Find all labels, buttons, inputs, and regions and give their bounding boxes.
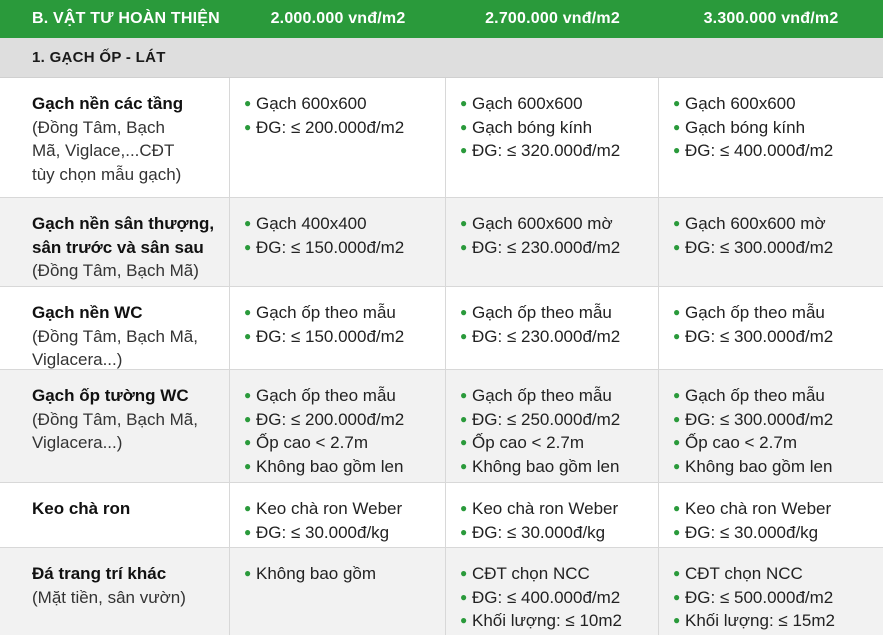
bullet-icon: ● [460,96,468,110]
spec-item [460,408,658,432]
spec-cell-c2 [446,198,659,286]
bullet-icon: ● [244,305,252,319]
item-brand-note: (Đồng Tâm, Bạch [32,117,165,137]
spec-cell-c2 [446,287,659,372]
bullet-icon: ● [460,458,468,473]
spec-item [460,609,658,633]
spec-item [244,497,445,521]
item-name: Gạch nền sân thượng, [32,214,215,233]
spec-text: CĐT chọn NCC [685,564,803,583]
spec-cell-c2 [446,370,659,482]
bullet-icon: ● [673,119,681,134]
spec-text: ĐG: ≤ 150.000đ/m2 [256,326,405,346]
spec-item [244,384,445,408]
spec-cell-c3 [659,483,883,547]
bullet-icon: ● [460,589,468,604]
spec-cell-c1 [230,483,446,547]
spec-item [460,325,658,349]
spec-text: Gạch ốp theo mẫu [472,303,612,322]
item-brand-note: (Đồng Tâm, Bạch Mã, [32,409,198,429]
spec-text: Gạch 400x400 [256,214,367,233]
header-category: B. VẬT TƯ HOÀN THIỆN [32,10,220,27]
spec-item [244,301,445,325]
spec-item [460,455,658,479]
spec-text: Khối lượng: ≤ 15m2 [685,611,835,630]
item-name: Keo chà ron [32,499,131,518]
spec-cell-c2 [446,548,659,635]
spec-item [244,521,445,545]
table-row [0,483,883,548]
spec-text: Gạch ốp theo mẫu [685,303,825,322]
bullet-icon: ● [244,239,252,254]
spec-text: Keo chà ron Weber [472,499,619,518]
bullet-icon: ● [673,613,681,627]
bullet-icon: ● [673,96,681,110]
section-title: 1. GẠCH ỐP - LÁT [0,38,883,78]
spec-text: Keo chà ron Weber [256,499,403,518]
spec-item [673,325,883,349]
item-name: sân trước và sân sau [32,237,204,257]
spec-item [460,212,658,236]
item-brand-note: Viglacera...) [32,433,123,452]
spec-text: ĐG: ≤ 300.000đ/m2 [685,326,834,346]
spec-cell-c1 [230,198,446,286]
spec-item [460,562,658,586]
spec-item [673,116,883,140]
spec-text: ĐG: ≤ 30.000đ/kg [472,522,606,542]
spec-text: Ốp cao < 2.7m [472,433,584,452]
item-cell [0,548,230,635]
spec-text: Gạch ốp theo mẫu [256,303,396,322]
bullet-icon: ● [460,239,468,254]
item-brand-note: (Đồng Tâm, Bạch Mã) [32,261,199,280]
spec-item [673,455,883,479]
bullet-icon: ● [244,388,252,402]
bullet-icon: ● [244,435,252,449]
header-package-standard: 2.700.000 vnđ/m2 [485,10,620,27]
table-row [0,370,883,483]
spec-item [244,92,445,116]
spec-text: Không bao gồm len [685,456,833,476]
spec-item [460,497,658,521]
spec-item [673,212,883,236]
spec-item [460,236,658,260]
spec-item [673,586,883,610]
spec-item [244,212,445,236]
spec-text: ĐG: ≤ 250.000đ/m2 [472,409,621,429]
bullet-icon: ● [244,96,252,110]
spec-item [673,236,883,260]
item-cell [0,370,230,482]
spec-text: Gạch 600x600 [685,94,796,113]
bullet-icon: ● [460,613,468,627]
bullet-icon: ● [460,388,468,402]
item-brand-note: (Mặt tiền, sân vườn) [32,587,186,607]
spec-cell-c2 [446,78,659,197]
bullet-icon: ● [244,216,252,230]
header-package-premium: 3.300.000 vnđ/m2 [703,10,839,27]
spec-cell-c1 [230,370,446,482]
spec-item [673,408,883,432]
spec-text: Không bao gồm len [472,456,620,476]
bullet-icon: ● [673,566,681,580]
spec-item [460,384,658,408]
spec-cell-c3 [659,78,883,197]
bullet-icon: ● [460,216,468,230]
bullet-icon: ● [460,305,468,319]
item-cell [0,287,230,372]
bullet-icon: ● [673,388,681,402]
table-row [0,78,883,198]
spec-text: Gạch ốp theo mẫu [256,386,396,405]
item-brand-note: Mã, Viglace,...CĐT [32,141,175,160]
bullet-icon: ● [673,216,681,230]
item-cell [0,483,230,547]
item-cell [0,198,230,286]
spec-text: Ốp cao < 2.7m [685,433,797,452]
bullet-icon: ● [673,435,681,449]
spec-text: Không bao gồm [256,564,377,583]
spec-item [673,609,883,633]
spec-text: Ốp cao < 2.7m [256,433,368,452]
spec-item [244,431,445,455]
spec-text: ĐG: ≤ 500.000đ/m2 [685,587,834,607]
item-name: Gạch nền WC [32,303,143,322]
spec-text: ĐG: ≤ 30.000đ/kg [685,522,819,542]
spec-item [460,431,658,455]
spec-item [673,92,883,116]
spec-item [244,562,445,586]
bullet-icon: ● [460,328,468,343]
bullet-icon: ● [460,411,468,426]
bullet-icon: ● [673,501,681,515]
spec-item [244,408,445,432]
spec-text: Gạch 600x600 mờ [685,214,826,233]
bullet-icon: ● [460,501,468,515]
bullet-icon: ● [673,589,681,604]
bullet-icon: ● [673,143,681,157]
spec-text: ĐG: ≤ 230.000đ/m2 [472,237,621,257]
spec-cell-c3 [659,287,883,372]
bullet-icon: ● [460,143,468,157]
table-header [0,0,883,38]
table-row [0,287,883,370]
bullet-icon: ● [244,411,252,426]
item-brand-note: tùy chọn mẫu gạch) [32,164,182,184]
spec-text: ĐG: ≤ 300.000đ/m2 [685,409,834,429]
item-brand-note: Viglacera...) [32,350,123,369]
spec-item [673,384,883,408]
bullet-icon: ● [673,458,681,473]
spec-text: Không bao gồm len [256,456,404,476]
spec-cell-c1 [230,548,446,635]
spec-item [673,562,883,586]
bullet-icon: ● [244,119,252,134]
spec-item [460,521,658,545]
spec-text: CĐT chọn NCC [472,564,590,583]
bullet-icon: ● [244,328,252,343]
bullet-icon: ● [244,501,252,515]
spec-text: Gạch 600x600 [472,94,583,113]
spec-text: ĐG: ≤ 200.000đ/m2 [256,409,405,429]
bullet-icon: ● [244,566,252,580]
table-row [0,548,883,635]
bullet-icon: ● [673,239,681,254]
header-package-basic: 2.000.000 vnđ/m2 [270,10,406,27]
item-name: Gạch nền các tầng [32,94,184,113]
table-row [0,198,883,287]
spec-text: Gạch 600x600 mờ [472,214,613,233]
spec-text: ĐG: ≤ 230.000đ/m2 [472,326,621,346]
bullet-icon: ● [460,119,468,134]
spec-item [244,325,445,349]
item-name: Gạch ốp tường WC [32,386,189,405]
spec-item [460,586,658,610]
bullet-icon: ● [673,328,681,343]
spec-item [460,139,658,163]
spec-cell-c1 [230,78,446,197]
item-brand-note: (Đồng Tâm, Bạch Mã, [32,326,198,346]
spec-text: ĐG: ≤ 320.000đ/m2 [472,141,621,160]
bullet-icon: ● [244,524,252,539]
spec-text: ĐG: ≤ 400.000đ/m2 [685,141,834,160]
spec-text: ĐG: ≤ 200.000đ/m2 [256,117,405,137]
spec-item [673,139,883,163]
spec-text: Gạch ốp theo mẫu [472,386,612,405]
spec-item [460,92,658,116]
item-name: Đá trang trí khác [32,564,167,583]
spec-text: Khối lượng: ≤ 10m2 [472,611,622,630]
spec-item [244,455,445,479]
table-body [0,78,883,635]
bullet-icon: ● [673,524,681,539]
spec-text: Gạch bóng kính [685,117,806,137]
item-cell [0,78,230,197]
spec-item [244,236,445,260]
bullet-icon: ● [460,435,468,449]
spec-cell-c3 [659,370,883,482]
spec-item [673,521,883,545]
spec-text: Gạch 600x600 [256,94,367,113]
bullet-icon: ● [673,305,681,319]
spec-cell-c3 [659,548,883,635]
spec-item [460,301,658,325]
spec-text: Gạch ốp theo mẫu [685,386,825,405]
bullet-icon: ● [244,458,252,473]
bullet-icon: ● [460,566,468,580]
spec-item [244,116,445,140]
bullet-icon: ● [460,524,468,539]
spec-text: Gạch bóng kính [472,117,593,137]
spec-cell-c3 [659,198,883,286]
spec-item [673,431,883,455]
spec-text: ĐG: ≤ 30.000đ/kg [256,522,390,542]
spec-item [460,116,658,140]
spec-text: ĐG: ≤ 300.000đ/m2 [685,237,834,257]
spec-cell-c2 [446,483,659,547]
spec-cell-c1 [230,287,446,372]
spec-text: ĐG: ≤ 150.000đ/m2 [256,237,405,257]
spec-item [673,301,883,325]
spec-text: Keo chà ron Weber [685,499,832,518]
spec-item [673,497,883,521]
spec-text: ĐG: ≤ 400.000đ/m2 [472,587,621,607]
bullet-icon: ● [673,411,681,426]
